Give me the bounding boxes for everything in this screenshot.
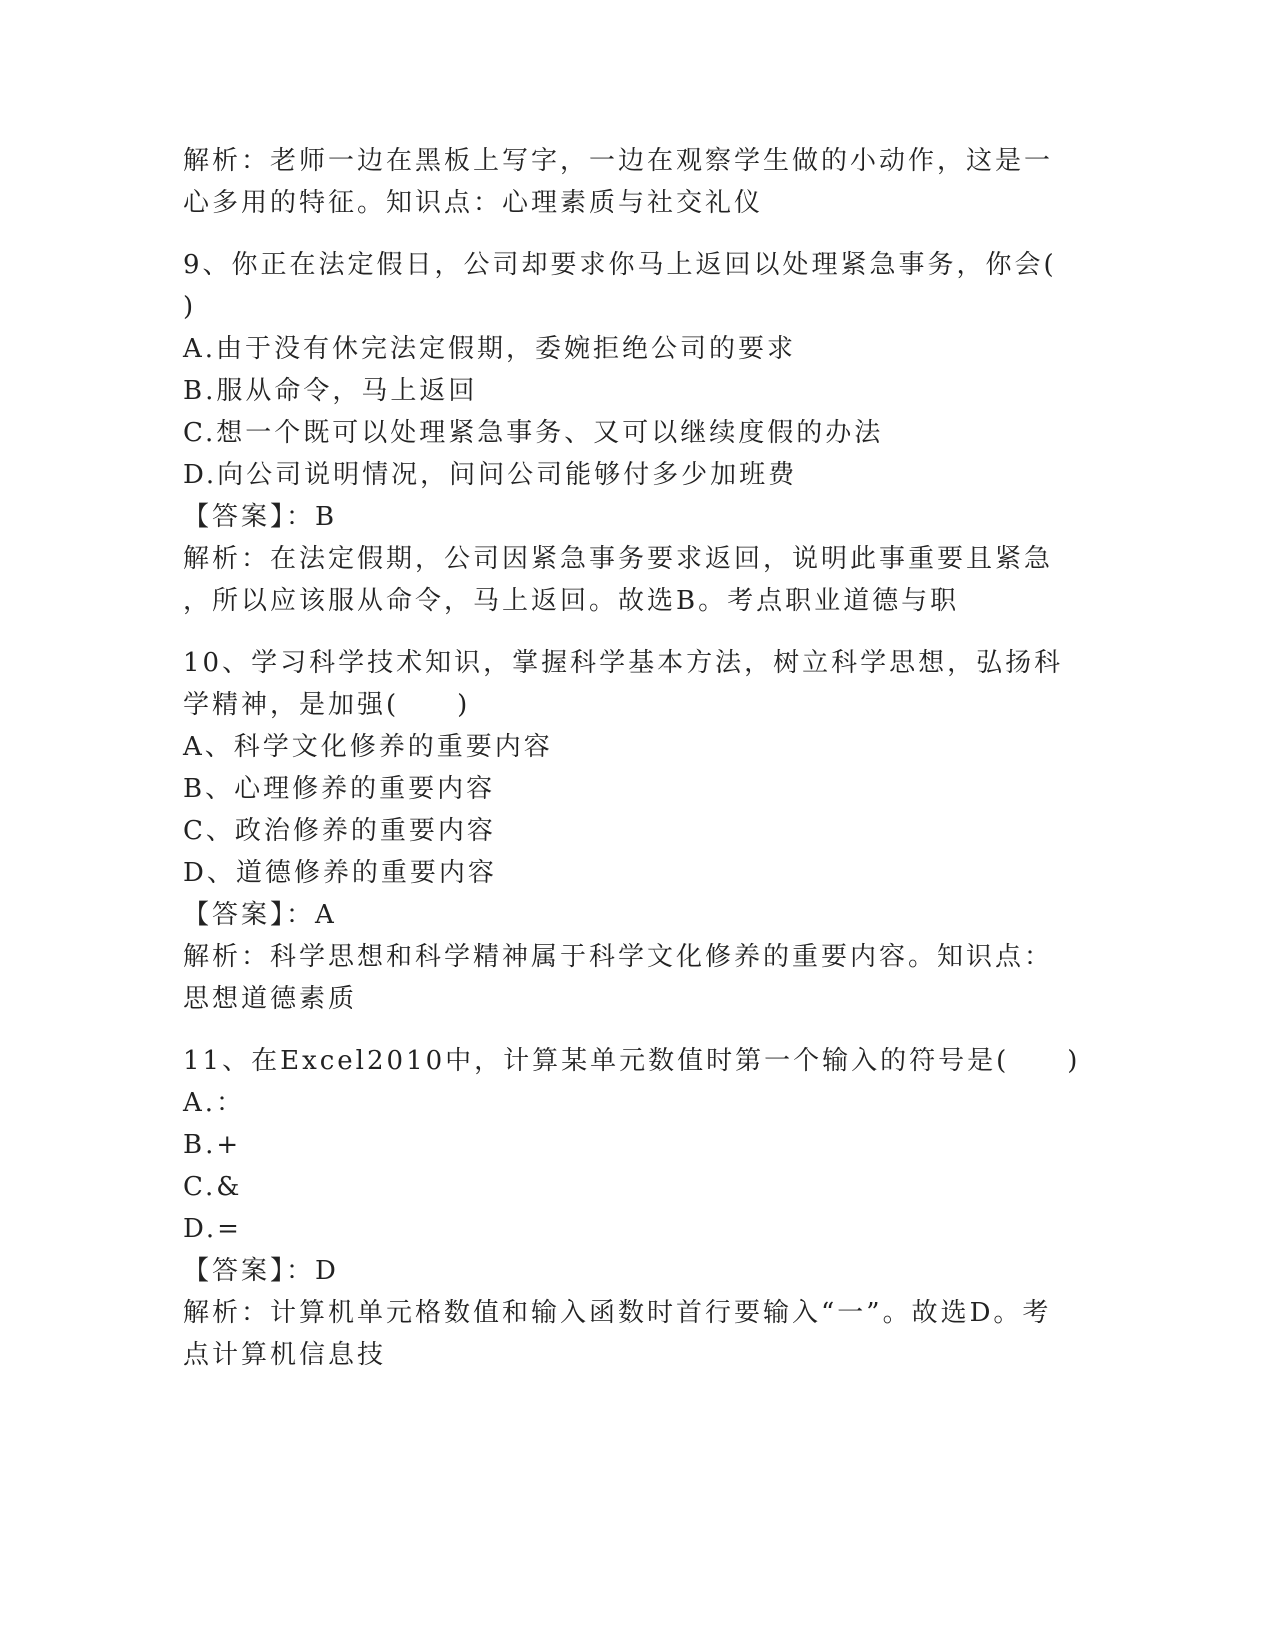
block-spacer — [183, 224, 1083, 244]
analysis-line: 解析：计算机单元格数值和输入函数时首行要输入“一”。故选D。考 — [183, 1298, 1052, 1328]
analysis-line: 解析：科学思想和科学精神属于科学文化修养的重要内容。知识点： — [183, 942, 1054, 972]
option-a: A、科学文化修养的重要内容 — [183, 732, 553, 762]
option-a: A.由于没有休完法定假期，委婉拒绝公司的要求 — [183, 334, 797, 364]
option-b: B、心理修养的重要内容 — [183, 774, 496, 804]
block-spacer — [183, 622, 1083, 642]
block-spacer — [183, 1020, 1083, 1040]
document-page — [183, 140, 1083, 1376]
option-a: A.： — [183, 1088, 246, 1118]
question-11 — [183, 1040, 1083, 1376]
answer-line: 【答案】：D — [183, 1256, 339, 1286]
analysis-line: 点计算机信息技 — [183, 1340, 387, 1370]
option-d: D.= — [183, 1214, 242, 1244]
answer-line: 【答案】：B — [183, 502, 338, 532]
option-d: D.向公司说明情况，问问公司能够付多少加班费 — [183, 460, 798, 490]
question-10 — [183, 642, 1083, 1020]
analysis-line: 心多用的特征。知识点：心理素质与社交礼仪 — [183, 188, 764, 218]
question-stem: 学精神，是加强( ) — [183, 690, 471, 720]
analysis-line: 思想道德素质 — [183, 984, 358, 1014]
option-c: C、政治修养的重要内容 — [183, 816, 496, 846]
question-stem: 10、学习科学技术知识，掌握科学基本方法，树立科学思想，弘扬科 — [183, 648, 1064, 678]
previous-question-analysis — [183, 140, 1083, 224]
question-stem: 9、你正在法定假日，公司却要求你马上返回以处理紧急事务，你会( — [183, 250, 1057, 280]
question-9 — [183, 244, 1083, 622]
answer-line: 【答案】：A — [183, 900, 337, 930]
analysis-line: ，所以应该服从命令，马上返回。故选B。考点职业道德与职 — [183, 586, 960, 616]
analysis-line: 解析：在法定假期，公司因紧急事务要求返回，说明此事重要且紧急 — [183, 544, 1054, 574]
option-b: B.+ — [183, 1130, 242, 1160]
analysis-line: 解析：老师一边在黑板上写字，一边在观察学生做的小动作，这是一 — [183, 146, 1054, 176]
question-stem: 11、在Excel2010中，计算某单元数值时第一个输入的符号是( ) — [183, 1046, 1081, 1076]
option-c: C.想一个既可以处理紧急事务、又可以继续度假的办法 — [183, 418, 884, 448]
question-stem: ) — [183, 292, 197, 322]
option-c: C.& — [183, 1172, 243, 1202]
option-b: B.服从命令，马上返回 — [183, 376, 478, 406]
option-d: D、道德修养的重要内容 — [183, 858, 497, 888]
